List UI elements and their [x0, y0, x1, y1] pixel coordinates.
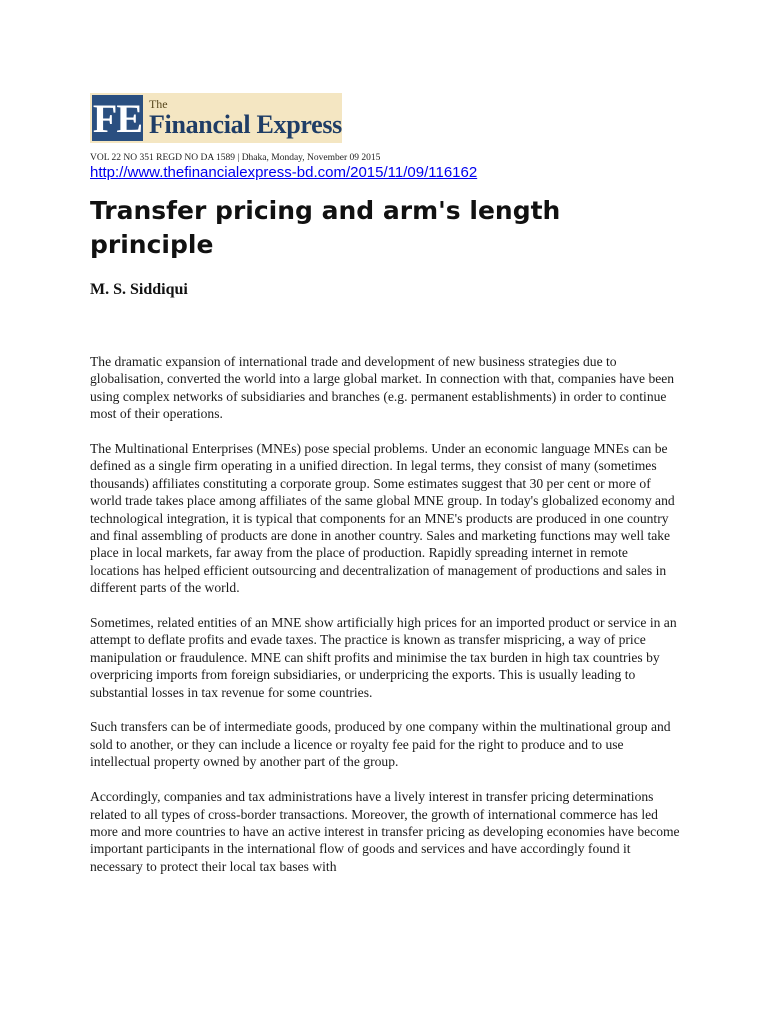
paragraph: Sometimes, related entities of an MNE show artificially high prices for an imported product or service in an attempt to deflate profits and evade taxes. The practice is known as transfer mispricing, a way of price manipulation or fraudulence. MNE can shift profits and minimise the tax burden in high tax countries by overpricing imports from foreign subsidiaries, or underpricing the exports. This is usually leading to substantial losses in tax revenue for some countries.	[90, 615, 677, 700]
logo-text	[145, 93, 342, 143]
logo-mark: FE	[90, 93, 145, 143]
article-headline: Transfer pricing and arm's length principle	[90, 196, 561, 259]
paragraph: The Multinational Enterprises (MNEs) pose special problems. Under an economic language MNEs can be defined as a single firm operating in a unified direction. In legal terms, they consist of many (sometimes thousands) affiliates constituting a corporate group. Some estimates suggest that 30 per cent or more of world trade takes place among affiliates of the same global MNE group. In today's globalized economy and technological integration, it is typical that components for an MNE's products are produced in one country and final assembling of products are done in another country. Sales and marketing functions may well take place in local markets, far away from the place of production. Rapidly spreading internet in remote locations has helped efficient outsourcing and decentralization of management of productions and sales in different parts of the world.	[90, 441, 675, 596]
paragraph: Accordingly, companies and tax administrations have a lively interest in transfer pricing determinations related to all types of cross-border transactions. Moreover, the growth of international commerce has led more and more countries to have an active interest in transfer pricing as developing economies have become important participants in the international flow of goods and services and have accordingly found it necessary to protect their local tax bases with	[90, 789, 680, 874]
logo-name: Financial Express	[148, 110, 342, 139]
article-url-link[interactable]: http://www.thefinancialexpress-bd.com/2015/11/09/116162	[90, 164, 478, 181]
logo-the: The	[148, 97, 168, 111]
issue-meta: VOL 22 NO 351 REGD NO DA 1589 | Dhaka, Monday, November 09 2015	[90, 153, 381, 163]
financial-express-logo	[90, 93, 342, 143]
paragraph: Such transfers can be of intermediate goods, produced by one company within the multinational group and sold to another, or they can include a licence or royalty fee paid for the right to produce and to use intellectual property owned by another part of the group.	[90, 719, 671, 770]
paragraph: The dramatic expansion of international trade and development of new business strategies due to globalisation, converted the world into a large global market. In connection with that, companies have been using complex networks of subsidiaries and branches (e.g. permanent establishments) in order to continue most of their operations.	[90, 354, 675, 422]
article-body	[90, 353, 680, 893]
article-author: M. S. Siddiqui	[90, 281, 188, 298]
